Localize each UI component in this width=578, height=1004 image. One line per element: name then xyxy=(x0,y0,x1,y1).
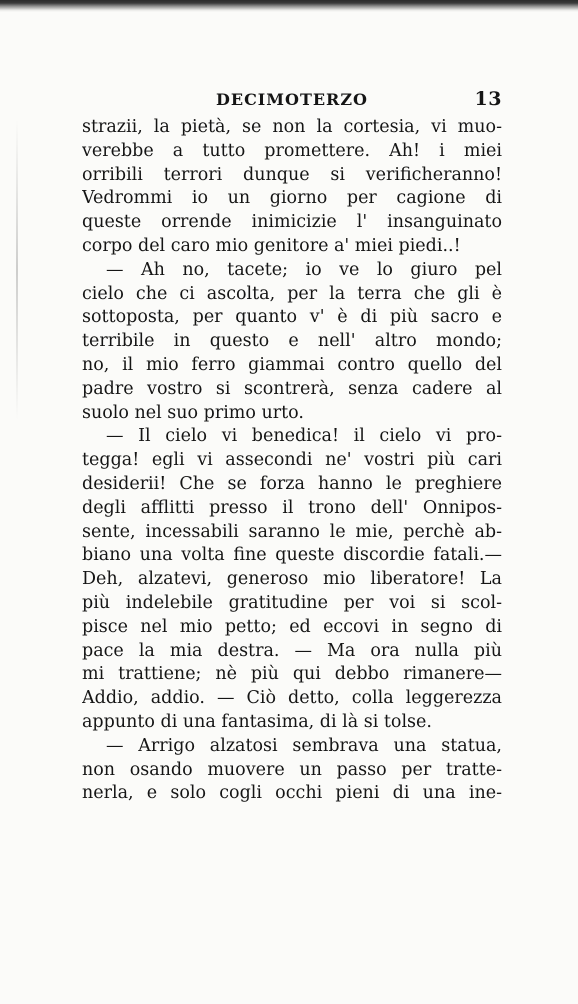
page-left-shadow xyxy=(16,120,18,420)
text-line: — Arrigo alzatosi sembrava una statua, xyxy=(106,735,502,756)
text-line: terribile in questo e nell' altro mondo; xyxy=(82,331,502,352)
book-page xyxy=(82,88,502,806)
running-title: DECIMOTERZO xyxy=(216,90,368,109)
text-line: padre vostro si scontrerà, senza cadere al xyxy=(82,378,502,399)
text-line: appunto di una fantasima, di là si tolse. xyxy=(82,711,432,732)
text-line: sente, incessabili saranno le mie, perchè ab- xyxy=(82,521,502,542)
text-line: biano una volta fine queste discordie fatali.— xyxy=(82,545,502,566)
body-text xyxy=(82,116,502,806)
text-line: sottoposta, per quanto v' è di più sacro e xyxy=(82,307,502,328)
text-line: pisce nel mio petto; ed eccovi in segno di xyxy=(82,616,502,637)
text-line: non osando muovere un passo per tratte- xyxy=(82,759,502,780)
text-line: desiderii! Che se forza hanno le preghiere xyxy=(82,473,502,494)
page-header xyxy=(82,88,502,114)
text-line: pace la mia destra. — Ma ora nulla più xyxy=(82,640,502,661)
text-line: più indelebile gratitudine per voi si scol- xyxy=(82,592,502,613)
text-line: Addio, addio. — Ciò detto, colla leggerezza xyxy=(82,688,502,709)
text-line: cielo che ci ascolta, per la terra che gli è xyxy=(82,283,502,304)
text-line: strazii, la pietà, se non la cortesia, vi muo- xyxy=(82,117,502,137)
text-line: suolo nel suo primo urto. xyxy=(82,402,304,423)
text-line: Deh, alzatevi, generoso mio liberatore! La xyxy=(82,569,502,590)
text-line: verebbe a tutto promettere. Ah! i miei xyxy=(82,140,502,161)
page-number: 13 xyxy=(474,88,502,110)
text-line: degli afflitti presso il trono dell' Onnipos- xyxy=(82,497,502,518)
text-line: — Ah no, tacete; io ve lo giuro pel xyxy=(106,259,502,280)
text-line: mi trattiene; nè più qui debbo rimanere— xyxy=(82,664,502,685)
text-line: queste orrende inimicizie l' insanguinato xyxy=(82,212,502,233)
text-line: corpo del caro mio genitore a' miei piedi..! xyxy=(82,235,461,256)
text-line: orribili terrori dunque si verificheranno! xyxy=(82,164,502,185)
text-line: tegga! egli vi assecondi ne' vostri più cari xyxy=(82,450,502,471)
text-line: no, il mio ferro giammai contro quello del xyxy=(82,354,502,375)
text-line: — Il cielo vi benedica! il cielo vi pro- xyxy=(106,426,502,447)
text-line: nerla, e solo cogli occhi pieni di una ine- xyxy=(82,783,502,804)
text-line: Vedrommi io un giorno per cagione di xyxy=(82,188,502,209)
page-top-edge xyxy=(0,0,578,12)
